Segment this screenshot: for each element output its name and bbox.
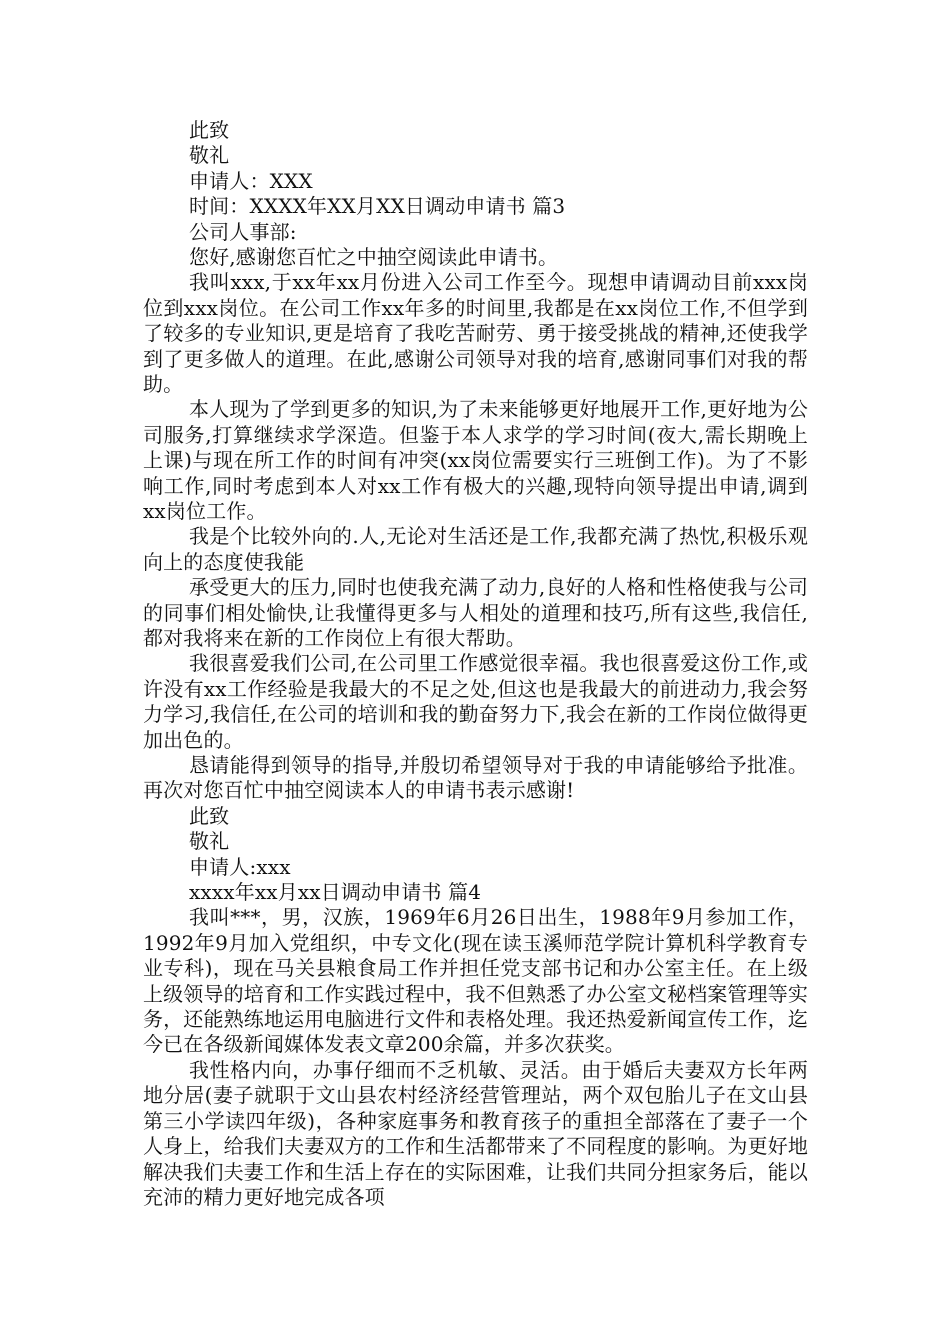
applicant-signature: 申请人:xxx: [189, 854, 291, 879]
section-heading-4: xxxx年xx月xx日调动申请书 篇4: [189, 880, 482, 905]
closing-salutation: 此致: [189, 118, 230, 142]
paragraph: 承受更大的压力,同时也使我充满了动力,良好的人格和性格使我与公司的同事们相处愉快,让我懂得更多与人相处的道理和技巧,所有这些,我信任,都对我将来在新的工作岗位上有很大帮助。: [143, 575, 808, 651]
applicant-signature: 申请人：XXX: [189, 168, 313, 193]
paragraph: 恳请能得到领导的指导,并殷切希望领导对于我的申请能够给予批准。再次对您百忙中抽空阅读本人的申请书表示感谢!: [143, 753, 808, 803]
section-heading-3: 时间：XXXX年XX月XX日调动申请书 篇3: [189, 194, 566, 219]
paragraph: 我叫***，男，汉族，1969年6月26日出生，1988年9月参加工作，1992年9月加入党组织，中专文化(现在读玉溪师范学院计算机科学教育专业专科)，现在马关县粮食局工作并担任党支部书记和办公室主任。在上级上级领导的培育和工作实践过程中，我不但熟悉了办公室文秘档案管理等实务，还能熟练地运用电脑进行文件和表格处理。我还热爱新闻宣传工作，迄今已在各级新闻媒体发表文章200余篇，并多次获奖。: [143, 905, 808, 1057]
closing-regards: 敬礼: [189, 829, 230, 854]
greeting: 您好,感谢您百忙之中抽空阅读此申请书。: [189, 244, 559, 269]
paragraph: 我很喜爱我们公司,在公司里工作感觉很幸福。我也很喜爱这份工作,或许没有xx工作经验是我最大的不足之处,但这也是我最大的前进动力,我会努力学习,我信任,在公司的培训和我的勤奋努力下,我会在新的工作岗位做得更加出色的。: [143, 651, 808, 752]
document-body: [143, 118, 808, 1210]
closing-salutation: 此致: [189, 803, 230, 828]
paragraph: 我是个比较外向的.人,无论对生活还是工作,我都充满了热忱,积极乐观向上的态度使我能: [143, 524, 808, 574]
paragraph: 本人现为了学到更多的知识,为了未来能够更好地展开工作,更好地为公司服务,打算继续求学深造。但鉴于本人求学的学习时间(夜大,需长期晚上上课)与现在所工作的时间有冲突(xx岗位需要实行三班倒工作)。为了不影响工作,同时考虑到本人对xx工作有极大的兴趣,现特向领导提出申请,调到xx岗位工作。: [143, 397, 808, 523]
paragraph: 我叫xxx,于xx年xx月份进入公司工作至今。现想申请调动目前xxx岗位到xxx岗位。在公司工作xx年多的时间里,我都是在xx岗位工作,不但学到了较多的专业知识,更是培育了我吃苦耐劳、勇于接受挑战的精神,还使我学到了更多做人的道理。在此,感谢公司领导对我的培育,感谢同事们对我的帮助。: [143, 270, 808, 396]
addressee: 公司人事部:: [189, 219, 297, 244]
paragraph: 我性格内向，办事仔细而不乏机敏、灵活。由于婚后夫妻双方长年两地分居(妻子就职于文山县农村经济经营管理站，两个双包胎儿子在文山县第三小学读四年级)，各种家庭事务和教育孩子的重担全部落在了妻子一个人身上，给我们夫妻双方的工作和生活都带来了不同程度的影响。为更好地解决我们夫妻工作和生活上存在的实际困难，让我们共同分担家务后，能以充沛的精力更好地完成各项: [143, 1057, 808, 1209]
closing-regards: 敬礼: [189, 143, 230, 168]
